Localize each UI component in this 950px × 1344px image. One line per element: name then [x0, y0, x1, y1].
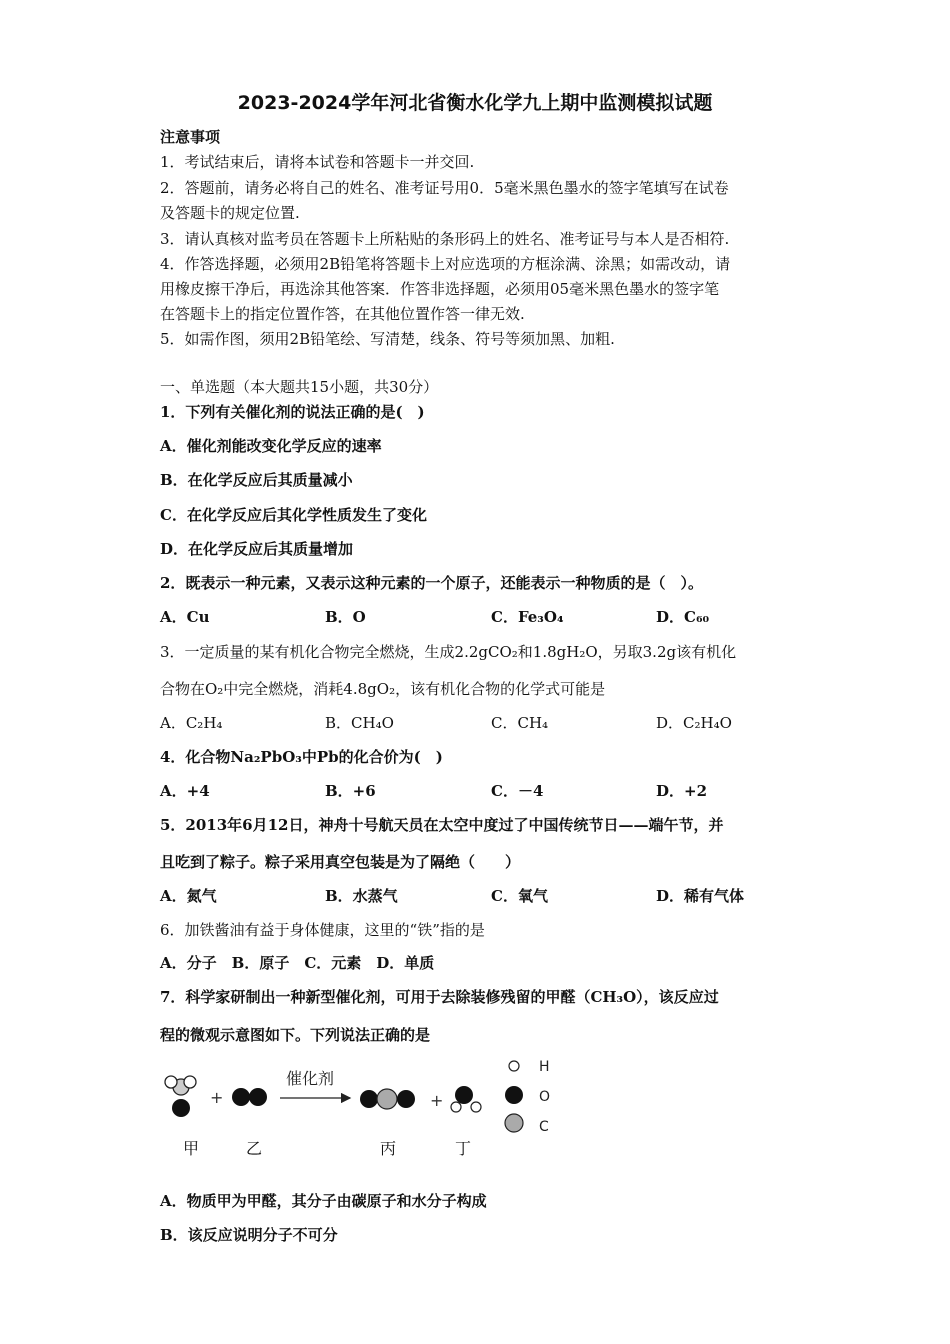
q3-stem-line2: 合物在O₂中完全燃烧，消耗4.8gO₂，该有机化合物的化学式可能是	[160, 680, 606, 698]
q3-option-d: D．C₂H₄O	[656, 714, 732, 732]
legend-c-icon	[505, 1114, 523, 1132]
atom-o	[249, 1088, 267, 1106]
notice-line: 用橡皮擦干净后，再选涂其他答案．作答非选择题，必须用05毫米黑色墨水的签字笔	[160, 280, 720, 298]
atom-h	[165, 1076, 177, 1088]
q2-option-c: C．Fe₃O₄	[491, 608, 564, 626]
notice-line: 3．请认真核对监考员在答题卡上所粘贴的条形码上的姓名、准考证号与本人是否相符.	[160, 230, 730, 248]
atom-o	[172, 1099, 190, 1117]
notice-line: 及答题卡的规定位置.	[160, 204, 300, 222]
q7-option-b: B．该反应说明分子不可分	[160, 1226, 338, 1244]
q5-option-a: A．氮气	[160, 887, 217, 905]
q4-option-c: C．－4	[491, 782, 544, 800]
notice-line: 1．考试结束后，请将本试卷和答题卡一并交回.	[160, 153, 475, 171]
atom-h	[471, 1102, 481, 1112]
atom-o	[455, 1086, 473, 1104]
q5-option-b: B．水蒸气	[325, 887, 398, 905]
q6-stem: 6．加铁酱油有益于身体健康，这里的“铁”指的是	[160, 921, 485, 939]
q1-option-d: D．在化学反应后其质量增加	[160, 540, 354, 558]
plus-sign: +	[210, 1088, 224, 1107]
q1-option-a: A．催化剂能改变化学反应的速率	[160, 437, 382, 455]
q4-stem: 4．化合物Na₂PbO₃中Pb的化合价为( )	[160, 748, 443, 766]
notice-line: 5．如需作图，须用2B铅笔绘、写清楚，线条、符号等须加黑、加粗.	[160, 330, 615, 348]
q1-stem: 1．下列有关催化剂的说法正确的是( )	[160, 403, 425, 421]
atom-h	[184, 1076, 196, 1088]
q4-option-d: D．+2	[656, 782, 708, 800]
label-jia: 甲	[183, 1139, 200, 1158]
q7-stem-line2: 程的微观示意图如下。下列说法正确的是	[160, 1026, 431, 1044]
q1-option-c: C．在化学反应后其化学性质发生了变化	[160, 506, 427, 524]
q3-option-b: B．CH₄O	[325, 714, 394, 732]
notice-line: 2．答题前，请务必将自己的姓名、准考证号用0．5毫米黑色墨水的签字笔填写在试卷	[160, 179, 729, 197]
atom-o	[397, 1090, 415, 1108]
atom-h	[451, 1102, 461, 1112]
q3-option-a: A．C₂H₄	[160, 714, 223, 732]
q2-option-b: B．O	[325, 608, 366, 626]
atom-o	[360, 1090, 378, 1108]
q2-option-d: D．C₆₀	[656, 608, 710, 626]
atom-o	[232, 1088, 250, 1106]
legend-h-icon	[509, 1061, 519, 1071]
molecule-jia	[165, 1076, 196, 1117]
exam-title: 2023-2024学年河北省衡水化学九上期中监测模拟试题	[237, 92, 713, 114]
q1-option-b: B．在化学反应后其质量减小	[160, 471, 353, 489]
molecule-yi	[232, 1088, 267, 1106]
notice-heading: 注意事项	[160, 128, 221, 146]
q7-stem-line1: 7．科学家研制出一种新型催化剂，可用于去除装修残留的甲醛（CH₃O），该反应过	[160, 988, 719, 1006]
atom-legend	[505, 1059, 550, 1135]
q5-option-c: C．氧气	[491, 887, 548, 905]
molecule-ding	[451, 1086, 481, 1112]
label-yi: 乙	[246, 1139, 263, 1158]
section-heading: 一、单选题（本大题共15小题，共30分）	[160, 378, 439, 396]
legend-c-label: C	[539, 1119, 549, 1135]
q2-option-a: A．Cu	[160, 608, 210, 626]
label-ding: 丁	[455, 1139, 472, 1158]
molecule-bing	[360, 1089, 415, 1109]
reaction-diagram	[150, 1050, 570, 1160]
q7-option-a: A．物质甲为甲醛，其分子由碳原子和水分子构成	[160, 1192, 487, 1210]
q2-stem: 2．既表示一种元素，又表示这种元素的一个原子，还能表示一种物质的是（ ）。	[160, 574, 703, 592]
q5-stem-line1: 5．2013年6月12日，神舟十号航天员在太空中度过了中国传统节日——端午节，并	[160, 816, 724, 834]
plus-sign: +	[430, 1091, 444, 1110]
legend-o-label: O	[539, 1089, 551, 1105]
legend-h-label: H	[539, 1059, 550, 1075]
label-bing: 丙	[380, 1139, 397, 1158]
q5-option-d: D．稀有气体	[656, 887, 745, 905]
notice-line: 在答题卡上的指定位置作答，在其他位置作答一律无效.	[160, 305, 525, 323]
q3-option-c: C．CH₄	[491, 714, 549, 732]
q3-stem-line1: 3．一定质量的某有机化合物完全燃烧，生成2.2gCO₂和1.8gH₂O，另取3.2g该有机化	[160, 643, 737, 661]
q6-options: A．分子 B．原子 C．元素 D．单质	[160, 954, 435, 972]
atom-c	[377, 1089, 397, 1109]
catalyst-label: 催化剂	[286, 1069, 335, 1088]
q4-option-a: A．+4	[160, 782, 210, 800]
q5-stem-line2: 且吃到了粽子。粽子采用真空包装是为了隔绝（ ）	[160, 853, 521, 871]
q4-option-b: B．+6	[325, 782, 376, 800]
notice-line: 4．作答选择题，必须用2B铅笔将答题卡上对应选项的方框涂满、涂黑；如需改动，请	[160, 255, 731, 273]
legend-o-icon	[505, 1086, 523, 1104]
